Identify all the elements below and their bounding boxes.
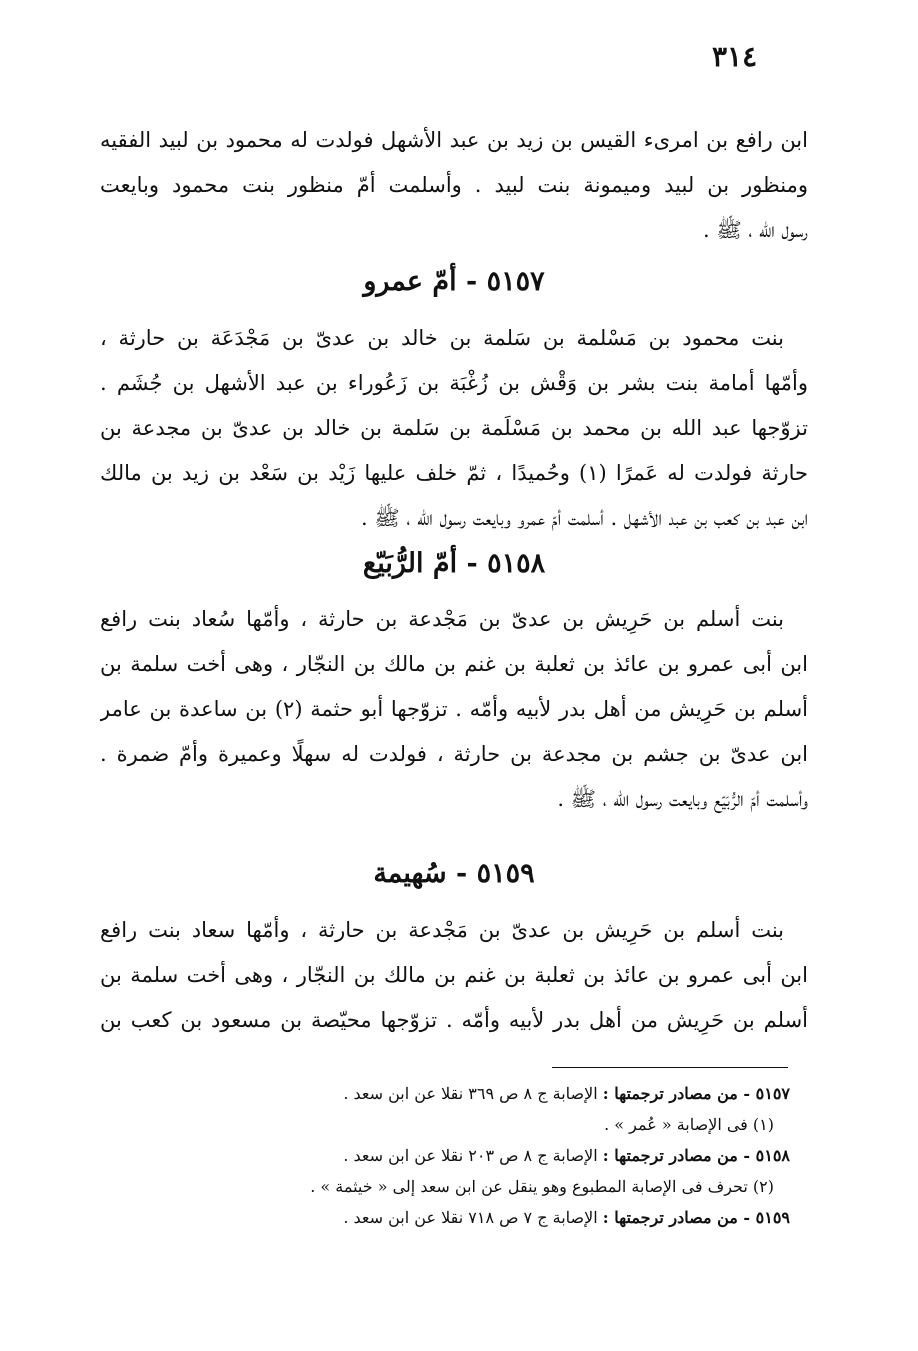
footnote-divider	[552, 1067, 788, 1068]
text-line: بنت أسلم بن حَرِيش بن عدىّ بن مَجْدعة بن حارثة ، وأمّها سُعاد بنت رافع	[100, 607, 784, 631]
footnote-source	[100, 1202, 790, 1233]
footnote-note	[100, 1109, 790, 1140]
text-line: أسلم بن حَرِيش من أهل بدر لأبيه وأمّه . تزوّجها محيّصة بن مسعود بن كعب بن	[100, 1008, 808, 1032]
footnote-source-text: الإصابة ج ٨ ص ٢٠٣ نقلا عن ابن سعد .	[343, 1146, 603, 1165]
text-line: أسلم بن حَرِيش من أهل بدر لأبيه وأمّه . تزوّجها أبو حثمة (٢) بن ساعدة بن عامر	[100, 697, 808, 721]
entry-paragraph	[100, 908, 808, 1043]
text-line: ابن عدىّ بن جشم بن مجدعة بن حارثة ، فولدت له سهلًا وعميرة وأمّ ضمرة .	[100, 742, 808, 766]
footnote-source	[100, 1140, 790, 1171]
text-line: ومنظور بن لبيد وميمونة بنت لبيد . وأسلمت أمّ منظور بنت محمود وبايعت	[100, 173, 808, 197]
text-line: ابن عبد بن كعب بن عبد الأشهل . أسلمت أمّ عمرو وبايعت رسول الله ، ﷺ .	[361, 506, 808, 530]
text-line: ابن أبى عمرو بن عائذ بن ثعلبة بن غنم بن مالك بن النجّار ، وهى أخت سلمة بن	[100, 652, 808, 676]
entry-paragraph	[100, 316, 808, 541]
text-line: ابن أبى عمرو بن عائذ بن ثعلبة بن غنم بن مالك بن النجّار ، وهى أخت سلمة بن	[100, 963, 808, 987]
text-line: وأسلمت أمّ الرُّبَيّع وبايعت رسول الله ، ﷺ .	[557, 787, 808, 811]
page-number: ٣١٤	[712, 40, 758, 73]
entry-paragraph	[100, 597, 808, 822]
text-line: حارثة فولدت له عَمرًا (١) وحُميدًا ، ثمّ خلف عليها زَيْد بن سَعْد بن زيد بن مالك	[100, 461, 808, 485]
text-line: بنت محمود بن مَسْلمة بن سَلمة بن خالد بن عدىّ بن مَجْدَعَة بن حارثة ،	[100, 326, 784, 350]
entry-heading: ٥١٥٧ - أمّ عمرو	[363, 266, 545, 297]
text-line: ابن رافع بن امرىء القيس بن زيد بن عبد الأشهل فولدت له محمود بن لبيد الفقيه	[100, 128, 808, 152]
footnote-source-text: الإصابة ج ٧ ص ٧١٨ نقلا عن ابن سعد .	[343, 1208, 603, 1227]
footnote-note-text: (١) فى الإصابة « عُمر » .	[604, 1115, 774, 1134]
text-line: تزوّجها عبد الله بن محمد بن مَسْلَمة بن سَلمة بن خالد بن عدىّ بن مجدعة بن	[100, 416, 808, 440]
footnote-note	[100, 1171, 790, 1202]
footnote-source-lead: ٥١٥٩ - من مصادر ترجمتها :	[602, 1208, 790, 1227]
text-line: وأمّها أمامة بنت بشر بن وَقْش بن زُغْبَة بن زَعُوراء بن عبد الأشهل بن جُشَم .	[100, 371, 808, 395]
text-line: رسول الله ، ﷺ .	[702, 218, 808, 242]
footnotes	[100, 1078, 790, 1233]
footnote-source-lead: ٥١٥٨ - من مصادر ترجمتها :	[602, 1146, 790, 1165]
footnote-source	[100, 1078, 790, 1109]
footnote-source-lead: ٥١٥٧ - من مصادر ترجمتها :	[602, 1084, 790, 1103]
intro-paragraph	[100, 118, 808, 253]
footnote-source-text: الإصابة ج ٨ ص ٣٦٩ نقلا عن ابن سعد .	[343, 1084, 603, 1103]
entry-heading: ٥١٥٨ - أمّ الرُّبَيّع	[362, 548, 546, 579]
footnote-note-text: (٢) تحرف فى الإصابة المطبوع وهو ينقل عن ابن سعد إلى « خيثمة » .	[310, 1177, 774, 1196]
text-line: بنت أسلم بن حَرِيش بن عدىّ بن مَجْدعة بن حارثة ، وأمّها سعاد بنت رافع	[100, 918, 784, 942]
entry-heading: ٥١٥٩ - سُهيمة	[373, 858, 535, 889]
